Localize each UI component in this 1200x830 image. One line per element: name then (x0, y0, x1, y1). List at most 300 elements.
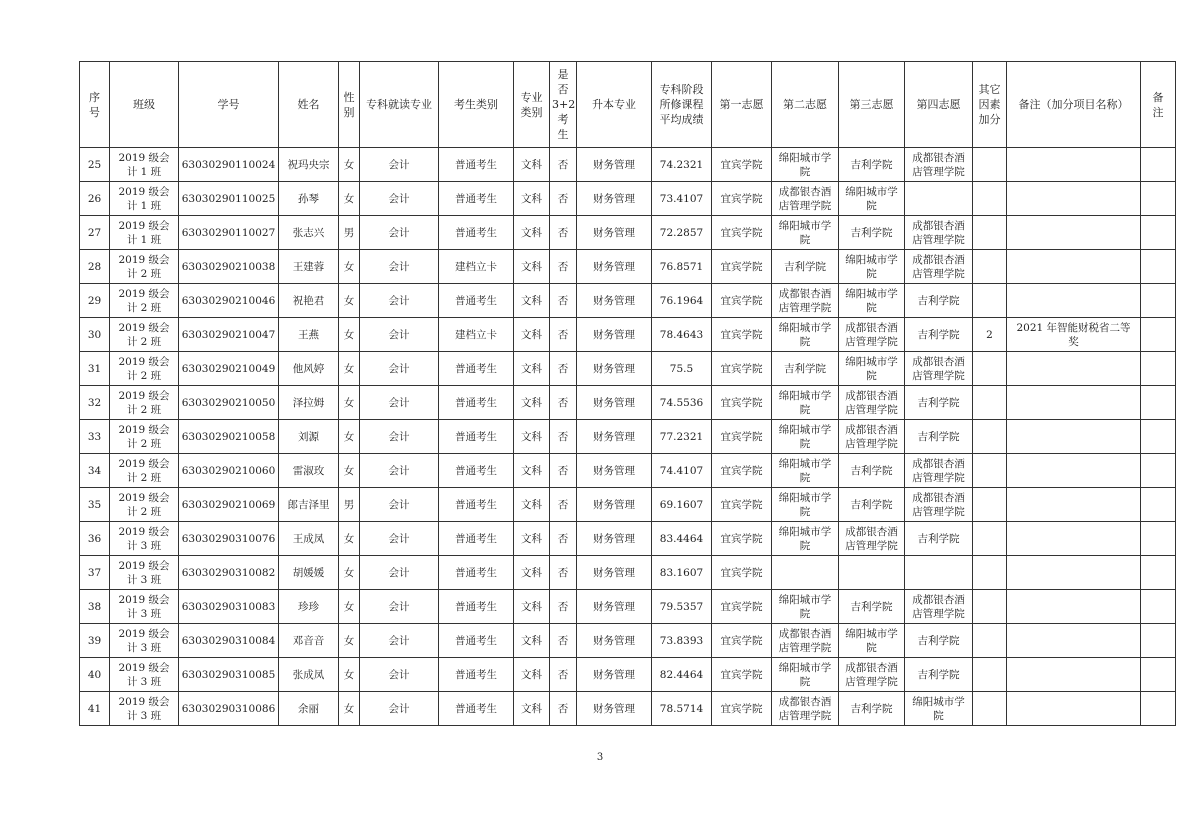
student-id-cell: 63030290310084 (179, 624, 279, 658)
student-id-cell: 63030290110027 (179, 216, 279, 250)
candidate-type-cell: 普通考生 (439, 148, 514, 182)
fourth-choice-cell: 成都银杏酒 店管理学院 (905, 488, 973, 522)
second-choice-cell: 绵阳城市学 院 (772, 658, 839, 692)
row-number-cell: 27 (80, 216, 110, 250)
candidate-type-cell: 普通考生 (439, 454, 514, 488)
fourth-choice-cell: 成都银杏酒 店管理学院 (905, 352, 973, 386)
average-score-cell: 74.2321 (652, 148, 712, 182)
subject-category-cell: 文科 (514, 216, 550, 250)
target-major-cell: 财务管理 (577, 624, 652, 658)
column-header: 第三志愿 (839, 62, 905, 148)
table-body (80, 148, 1176, 726)
third-choice-cell: 成都银杏酒 店管理学院 (839, 318, 905, 352)
student-name-cell: 祝艳君 (279, 284, 339, 318)
candidate-type-cell: 普通考生 (439, 488, 514, 522)
student-id-cell: 63030290310086 (179, 692, 279, 726)
average-score-cell: 73.4107 (652, 182, 712, 216)
student-id-cell: 63030290210060 (179, 454, 279, 488)
average-score-cell: 78.5714 (652, 692, 712, 726)
second-choice-cell: 吉利学院 (772, 250, 839, 284)
student-id-cell: 63030290210049 (179, 352, 279, 386)
second-choice-cell: 吉利学院 (772, 352, 839, 386)
student-id-cell: 63030290210069 (179, 488, 279, 522)
student-id-cell: 63030290210038 (179, 250, 279, 284)
table-row (80, 556, 1176, 590)
average-score-cell: 75.5 (652, 352, 712, 386)
candidate-type-cell: 普通考生 (439, 216, 514, 250)
student-id-cell: 63030290210046 (179, 284, 279, 318)
candidate-type-cell: 建档立卡 (439, 250, 514, 284)
table-row (80, 182, 1176, 216)
bonus-note-cell (1007, 250, 1141, 284)
student-name-cell: 张志兴 (279, 216, 339, 250)
target-major-cell: 财务管理 (577, 318, 652, 352)
fourth-choice-cell (905, 182, 973, 216)
third-choice-cell: 绵阳城市学 院 (839, 352, 905, 386)
second-choice-cell (772, 556, 839, 590)
third-choice-cell: 吉利学院 (839, 148, 905, 182)
major-cell: 会计 (360, 624, 439, 658)
bonus-note-cell (1007, 692, 1141, 726)
bonus-points-cell (973, 250, 1007, 284)
subject-category-cell: 文科 (514, 624, 550, 658)
row-number-cell: 29 (80, 284, 110, 318)
fourth-choice-cell: 吉利学院 (905, 624, 973, 658)
header-row (80, 62, 1176, 148)
class-cell: 2019 级会 计 1 班 (110, 148, 179, 182)
student-id-cell: 63030290110025 (179, 182, 279, 216)
table-row (80, 624, 1176, 658)
subject-category-cell: 文科 (514, 352, 550, 386)
class-cell: 2019 级会 计 3 班 (110, 590, 179, 624)
gender-cell: 女 (339, 352, 360, 386)
second-choice-cell: 绵阳城市学 院 (772, 522, 839, 556)
fourth-choice-cell: 成都银杏酒 店管理学院 (905, 148, 973, 182)
class-cell: 2019 级会 计 2 班 (110, 420, 179, 454)
admission-table (79, 61, 1176, 726)
remark-cell (1141, 250, 1176, 284)
third-choice-cell: 成都银杏酒 店管理学院 (839, 522, 905, 556)
student-id-cell: 63030290310083 (179, 590, 279, 624)
subject-category-cell: 文科 (514, 318, 550, 352)
fourth-choice-cell: 成都银杏酒 店管理学院 (905, 454, 973, 488)
third-choice-cell: 吉利学院 (839, 488, 905, 522)
column-header: 考生类别 (439, 62, 514, 148)
average-score-cell: 83.1607 (652, 556, 712, 590)
gender-cell: 女 (339, 556, 360, 590)
bonus-points-cell (973, 352, 1007, 386)
student-name-cell: 邓音音 (279, 624, 339, 658)
gender-cell: 女 (339, 148, 360, 182)
bonus-note-cell (1007, 352, 1141, 386)
gender-cell: 女 (339, 182, 360, 216)
student-name-cell: 他风婷 (279, 352, 339, 386)
second-choice-cell: 绵阳城市学 院 (772, 590, 839, 624)
remark-cell (1141, 454, 1176, 488)
column-header: 其它 因素 加分 (973, 62, 1007, 148)
table-row (80, 658, 1176, 692)
subject-category-cell: 文科 (514, 148, 550, 182)
table-row (80, 318, 1176, 352)
subject-category-cell: 文科 (514, 590, 550, 624)
row-number-cell: 30 (80, 318, 110, 352)
student-name-cell: 孙琴 (279, 182, 339, 216)
is-3plus2-cell: 否 (550, 590, 577, 624)
bonus-note-cell (1007, 658, 1141, 692)
first-choice-cell: 宜宾学院 (712, 182, 772, 216)
fourth-choice-cell: 绵阳城市学 院 (905, 692, 973, 726)
subject-category-cell: 文科 (514, 556, 550, 590)
row-number-cell: 36 (80, 522, 110, 556)
first-choice-cell: 宜宾学院 (712, 556, 772, 590)
major-cell: 会计 (360, 182, 439, 216)
major-cell: 会计 (360, 658, 439, 692)
third-choice-cell: 绵阳城市学 院 (839, 624, 905, 658)
column-header: 升本专业 (577, 62, 652, 148)
fourth-choice-cell: 成都银杏酒 店管理学院 (905, 250, 973, 284)
fourth-choice-cell (905, 556, 973, 590)
class-cell: 2019 级会 计 3 班 (110, 624, 179, 658)
subject-category-cell: 文科 (514, 182, 550, 216)
column-header: 第四志愿 (905, 62, 973, 148)
table-row (80, 216, 1176, 250)
bonus-points-cell (973, 590, 1007, 624)
student-name-cell: 胡媛媛 (279, 556, 339, 590)
bonus-note-cell (1007, 284, 1141, 318)
first-choice-cell: 宜宾学院 (712, 522, 772, 556)
bonus-points-cell (973, 216, 1007, 250)
candidate-type-cell: 建档立卡 (439, 318, 514, 352)
student-id-cell: 63030290110024 (179, 148, 279, 182)
table-row (80, 454, 1176, 488)
bonus-note-cell (1007, 216, 1141, 250)
gender-cell: 女 (339, 454, 360, 488)
class-cell: 2019 级会 计 1 班 (110, 182, 179, 216)
fourth-choice-cell: 吉利学院 (905, 522, 973, 556)
second-choice-cell: 成都银杏酒 店管理学院 (772, 284, 839, 318)
first-choice-cell: 宜宾学院 (712, 148, 772, 182)
average-score-cell: 74.4107 (652, 454, 712, 488)
is-3plus2-cell: 否 (550, 284, 577, 318)
remark-cell (1141, 352, 1176, 386)
remark-cell (1141, 284, 1176, 318)
major-cell: 会计 (360, 522, 439, 556)
bonus-note-cell (1007, 590, 1141, 624)
major-cell: 会计 (360, 454, 439, 488)
row-number-cell: 32 (80, 386, 110, 420)
fourth-choice-cell: 吉利学院 (905, 658, 973, 692)
is-3plus2-cell: 否 (550, 658, 577, 692)
student-name-cell: 祝玛央宗 (279, 148, 339, 182)
major-cell: 会计 (360, 590, 439, 624)
student-name-cell: 王燕 (279, 318, 339, 352)
bonus-note-cell (1007, 488, 1141, 522)
table-row (80, 522, 1176, 556)
target-major-cell: 财务管理 (577, 284, 652, 318)
candidate-type-cell: 普通考生 (439, 352, 514, 386)
third-choice-cell: 成都银杏酒 店管理学院 (839, 420, 905, 454)
row-number-cell: 35 (80, 488, 110, 522)
second-choice-cell: 成都银杏酒 店管理学院 (772, 624, 839, 658)
bonus-points-cell (973, 148, 1007, 182)
first-choice-cell: 宜宾学院 (712, 488, 772, 522)
subject-category-cell: 文科 (514, 420, 550, 454)
gender-cell: 女 (339, 420, 360, 454)
third-choice-cell: 绵阳城市学 院 (839, 182, 905, 216)
is-3plus2-cell: 否 (550, 386, 577, 420)
bonus-points-cell (973, 284, 1007, 318)
major-cell: 会计 (360, 692, 439, 726)
class-cell: 2019 级会 计 3 班 (110, 522, 179, 556)
major-cell: 会计 (360, 386, 439, 420)
bonus-points-cell: 2 (973, 318, 1007, 352)
candidate-type-cell: 普通考生 (439, 284, 514, 318)
is-3plus2-cell: 否 (550, 216, 577, 250)
column-header: 姓名 (279, 62, 339, 148)
second-choice-cell: 成都银杏酒 店管理学院 (772, 182, 839, 216)
second-choice-cell: 绵阳城市学 院 (772, 488, 839, 522)
subject-category-cell: 文科 (514, 522, 550, 556)
bonus-points-cell (973, 420, 1007, 454)
gender-cell: 女 (339, 590, 360, 624)
class-cell: 2019 级会 计 3 班 (110, 556, 179, 590)
target-major-cell: 财务管理 (577, 420, 652, 454)
target-major-cell: 财务管理 (577, 216, 652, 250)
remark-cell (1141, 692, 1176, 726)
subject-category-cell: 文科 (514, 692, 550, 726)
fourth-choice-cell: 吉利学院 (905, 420, 973, 454)
student-name-cell: 王建蓉 (279, 250, 339, 284)
column-header: 备注（加分项目名称） (1007, 62, 1141, 148)
column-header: 第一志愿 (712, 62, 772, 148)
third-choice-cell: 绵阳城市学 院 (839, 250, 905, 284)
major-cell: 会计 (360, 420, 439, 454)
average-score-cell: 76.8571 (652, 250, 712, 284)
row-number-cell: 28 (80, 250, 110, 284)
table-row (80, 250, 1176, 284)
first-choice-cell: 宜宾学院 (712, 386, 772, 420)
is-3plus2-cell: 否 (550, 182, 577, 216)
remark-cell (1141, 556, 1176, 590)
bonus-points-cell (973, 624, 1007, 658)
average-score-cell: 73.8393 (652, 624, 712, 658)
student-name-cell: 张成凤 (279, 658, 339, 692)
column-header: 第二志愿 (772, 62, 839, 148)
gender-cell: 女 (339, 318, 360, 352)
subject-category-cell: 文科 (514, 386, 550, 420)
third-choice-cell: 成都银杏酒 店管理学院 (839, 386, 905, 420)
column-header: 专科阶段 所修课程 平均成绩 (652, 62, 712, 148)
is-3plus2-cell: 否 (550, 318, 577, 352)
average-score-cell: 74.5536 (652, 386, 712, 420)
remark-cell (1141, 318, 1176, 352)
fourth-choice-cell: 吉利学院 (905, 318, 973, 352)
second-choice-cell: 绵阳城市学 院 (772, 216, 839, 250)
column-header: 班级 (110, 62, 179, 148)
bonus-note-cell (1007, 386, 1141, 420)
class-cell: 2019 级会 计 2 班 (110, 284, 179, 318)
first-choice-cell: 宜宾学院 (712, 692, 772, 726)
third-choice-cell: 吉利学院 (839, 692, 905, 726)
target-major-cell: 财务管理 (577, 386, 652, 420)
class-cell: 2019 级会 计 2 班 (110, 454, 179, 488)
is-3plus2-cell: 否 (550, 454, 577, 488)
bonus-points-cell (973, 182, 1007, 216)
class-cell: 2019 级会 计 3 班 (110, 658, 179, 692)
student-id-cell: 63030290210058 (179, 420, 279, 454)
third-choice-cell: 吉利学院 (839, 454, 905, 488)
bonus-note-cell (1007, 420, 1141, 454)
is-3plus2-cell: 否 (550, 624, 577, 658)
subject-category-cell: 文科 (514, 658, 550, 692)
candidate-type-cell: 普通考生 (439, 386, 514, 420)
major-cell: 会计 (360, 556, 439, 590)
table-row (80, 284, 1176, 318)
gender-cell: 女 (339, 284, 360, 318)
bonus-points-cell (973, 658, 1007, 692)
row-number-cell: 31 (80, 352, 110, 386)
target-major-cell: 财务管理 (577, 556, 652, 590)
average-score-cell: 76.1964 (652, 284, 712, 318)
first-choice-cell: 宜宾学院 (712, 624, 772, 658)
average-score-cell: 72.2857 (652, 216, 712, 250)
subject-category-cell: 文科 (514, 454, 550, 488)
major-cell: 会计 (360, 318, 439, 352)
gender-cell: 男 (339, 216, 360, 250)
student-id-cell: 63030290310082 (179, 556, 279, 590)
subject-category-cell: 文科 (514, 284, 550, 318)
third-choice-cell: 吉利学院 (839, 590, 905, 624)
major-cell: 会计 (360, 148, 439, 182)
gender-cell: 女 (339, 624, 360, 658)
bonus-points-cell (973, 488, 1007, 522)
is-3plus2-cell: 否 (550, 420, 577, 454)
gender-cell: 女 (339, 386, 360, 420)
second-choice-cell: 绵阳城市学 院 (772, 148, 839, 182)
column-header: 学号 (179, 62, 279, 148)
major-cell: 会计 (360, 352, 439, 386)
candidate-type-cell: 普通考生 (439, 556, 514, 590)
target-major-cell: 财务管理 (577, 590, 652, 624)
row-number-cell: 25 (80, 148, 110, 182)
first-choice-cell: 宜宾学院 (712, 352, 772, 386)
bonus-points-cell (973, 386, 1007, 420)
candidate-type-cell: 普通考生 (439, 182, 514, 216)
row-number-cell: 26 (80, 182, 110, 216)
class-cell: 2019 级会 计 1 班 (110, 216, 179, 250)
fourth-choice-cell: 吉利学院 (905, 386, 973, 420)
third-choice-cell: 吉利学院 (839, 216, 905, 250)
is-3plus2-cell: 否 (550, 556, 577, 590)
target-major-cell: 财务管理 (577, 692, 652, 726)
third-choice-cell: 成都银杏酒 店管理学院 (839, 658, 905, 692)
table-row (80, 148, 1176, 182)
second-choice-cell: 成都银杏酒 店管理学院 (772, 692, 839, 726)
bonus-note-cell (1007, 148, 1141, 182)
major-cell: 会计 (360, 488, 439, 522)
row-number-cell: 38 (80, 590, 110, 624)
class-cell: 2019 级会 计 2 班 (110, 352, 179, 386)
major-cell: 会计 (360, 216, 439, 250)
fourth-choice-cell: 吉利学院 (905, 284, 973, 318)
table-row (80, 420, 1176, 454)
row-number-cell: 39 (80, 624, 110, 658)
is-3plus2-cell: 否 (550, 250, 577, 284)
bonus-note-cell (1007, 522, 1141, 556)
is-3plus2-cell: 否 (550, 148, 577, 182)
column-header: 专业 类别 (514, 62, 550, 148)
row-number-cell: 33 (80, 420, 110, 454)
student-name-cell: 郎吉泽里 (279, 488, 339, 522)
first-choice-cell: 宜宾学院 (712, 658, 772, 692)
first-choice-cell: 宜宾学院 (712, 284, 772, 318)
second-choice-cell: 绵阳城市学 院 (772, 318, 839, 352)
page-number: 3 (596, 752, 604, 763)
average-score-cell: 69.1607 (652, 488, 712, 522)
row-number-cell: 40 (80, 658, 110, 692)
target-major-cell: 财务管理 (577, 488, 652, 522)
candidate-type-cell: 普通考生 (439, 624, 514, 658)
first-choice-cell: 宜宾学院 (712, 250, 772, 284)
subject-category-cell: 文科 (514, 250, 550, 284)
remark-cell (1141, 658, 1176, 692)
remark-cell (1141, 488, 1176, 522)
is-3plus2-cell: 否 (550, 488, 577, 522)
bonus-note-cell (1007, 624, 1141, 658)
subject-category-cell: 文科 (514, 488, 550, 522)
table-row (80, 386, 1176, 420)
bonus-points-cell (973, 692, 1007, 726)
is-3plus2-cell: 否 (550, 522, 577, 556)
fourth-choice-cell: 成都银杏酒 店管理学院 (905, 216, 973, 250)
gender-cell: 女 (339, 250, 360, 284)
fourth-choice-cell: 成都银杏酒 店管理学院 (905, 590, 973, 624)
target-major-cell: 财务管理 (577, 658, 652, 692)
third-choice-cell (839, 556, 905, 590)
target-major-cell: 财务管理 (577, 250, 652, 284)
bonus-points-cell (973, 522, 1007, 556)
is-3plus2-cell: 否 (550, 692, 577, 726)
class-cell: 2019 级会 计 3 班 (110, 692, 179, 726)
column-header: 备 注 (1141, 62, 1176, 148)
column-header: 专科就读专业 (360, 62, 439, 148)
remark-cell (1141, 522, 1176, 556)
bonus-note-cell (1007, 556, 1141, 590)
target-major-cell: 财务管理 (577, 148, 652, 182)
bonus-note-cell (1007, 182, 1141, 216)
candidate-type-cell: 普通考生 (439, 522, 514, 556)
column-header: 性 别 (339, 62, 360, 148)
candidate-type-cell: 普通考生 (439, 658, 514, 692)
remark-cell (1141, 386, 1176, 420)
target-major-cell: 财务管理 (577, 454, 652, 488)
target-major-cell: 财务管理 (577, 182, 652, 216)
student-id-cell: 63030290210047 (179, 318, 279, 352)
second-choice-cell: 绵阳城市学 院 (772, 454, 839, 488)
bonus-points-cell (973, 556, 1007, 590)
average-score-cell: 79.5357 (652, 590, 712, 624)
is-3plus2-cell: 否 (550, 352, 577, 386)
row-number-cell: 34 (80, 454, 110, 488)
student-name-cell: 雷淑玫 (279, 454, 339, 488)
candidate-type-cell: 普通考生 (439, 590, 514, 624)
gender-cell: 女 (339, 658, 360, 692)
major-cell: 会计 (360, 250, 439, 284)
student-id-cell: 63030290310076 (179, 522, 279, 556)
row-number-cell: 37 (80, 556, 110, 590)
third-choice-cell: 绵阳城市学 院 (839, 284, 905, 318)
class-cell: 2019 级会 计 2 班 (110, 386, 179, 420)
